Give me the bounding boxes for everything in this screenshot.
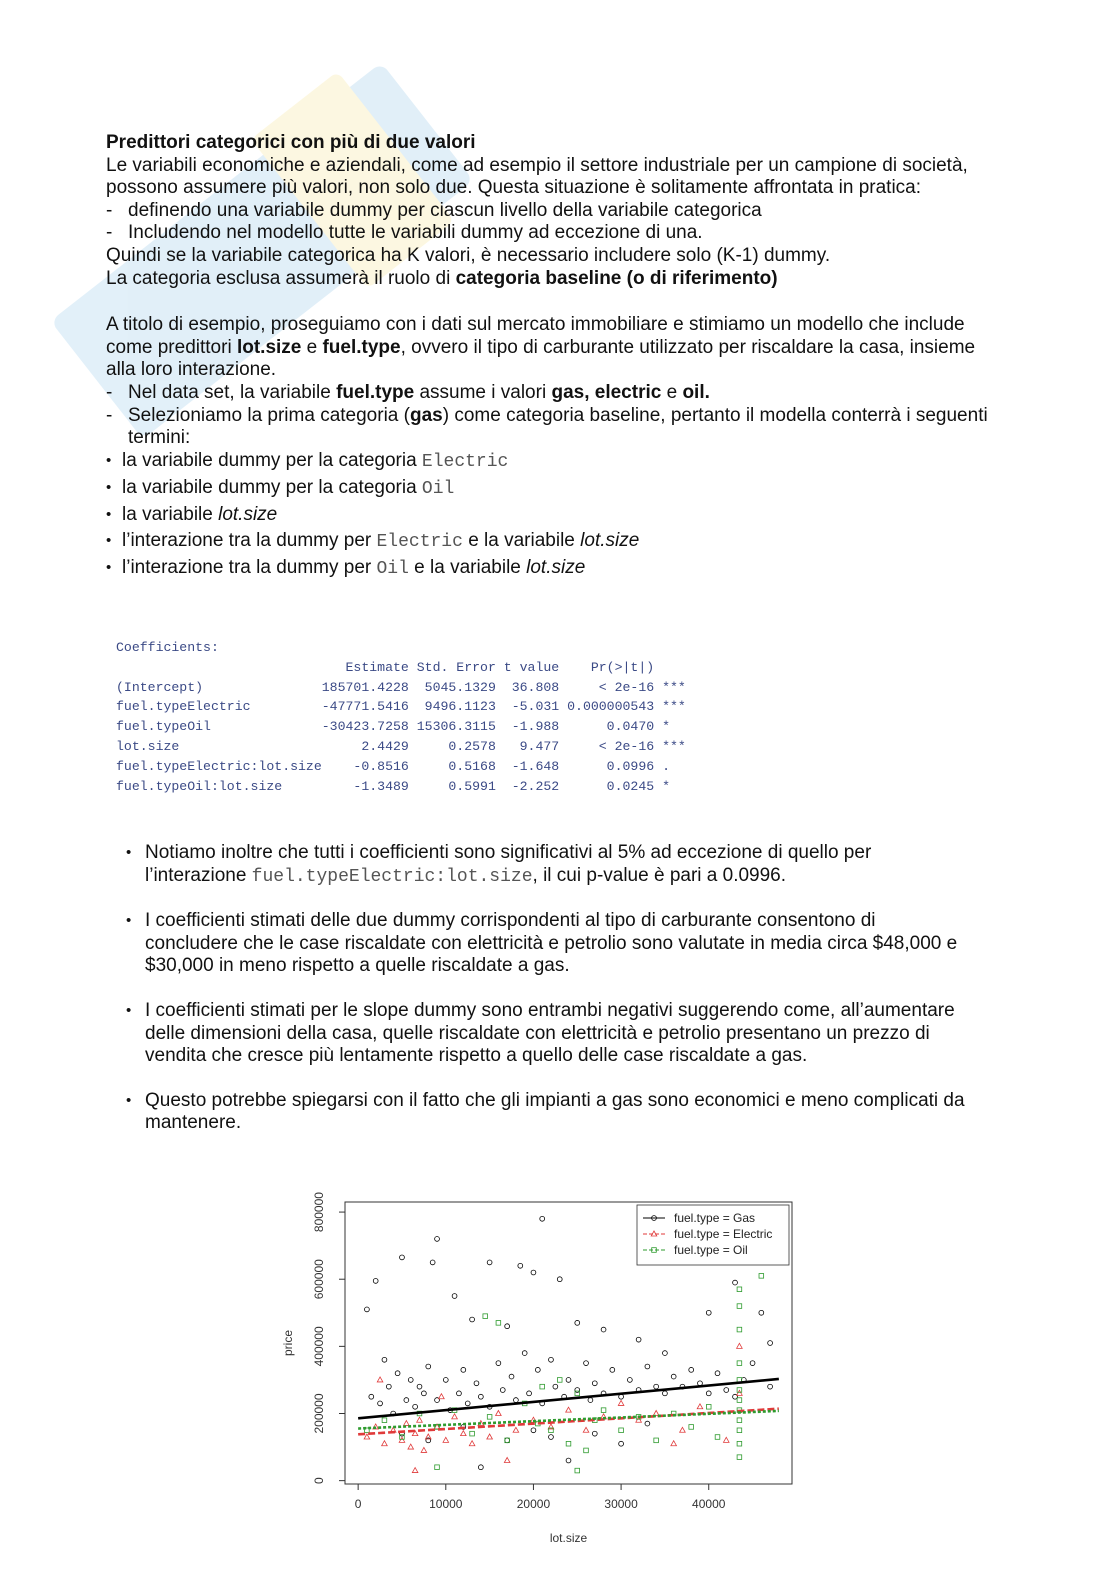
- x-tick-label: 40000: [692, 1497, 726, 1511]
- data-point: [522, 1351, 527, 1356]
- data-point: [435, 1465, 440, 1470]
- data-point: [417, 1384, 422, 1389]
- coef-significance: ***: [654, 699, 686, 715]
- baseline-line: La categoria esclusa assumerà il ruolo di categoria baseline (o di riferimento): [106, 267, 778, 289]
- data-point: [592, 1431, 597, 1436]
- data-point: [737, 1398, 742, 1403]
- data-point: [737, 1287, 742, 1292]
- data-point: [566, 1441, 571, 1446]
- coef-t-value: -1.648: [495, 758, 560, 774]
- coef-std-error: 0.2578: [408, 738, 496, 754]
- data-point: [413, 1404, 418, 1409]
- data-point: [671, 1374, 676, 1379]
- coef-std-error: 0.5991: [408, 778, 496, 794]
- coef-significance: *: [654, 778, 670, 794]
- coef-t-value: 36.808: [495, 679, 560, 695]
- data-point: [759, 1274, 764, 1279]
- data-point: [540, 1384, 545, 1389]
- data-point: [465, 1401, 470, 1406]
- data-point: [619, 1441, 624, 1446]
- data-point: [452, 1414, 458, 1419]
- data-point: [575, 1468, 580, 1473]
- coef-name: fuel.typeElectric: [116, 699, 322, 715]
- list-item: • la variabile dummy per la categoria Electric: [106, 450, 1006, 474]
- coef-name: fuel.typeOil:lot.size: [116, 778, 322, 794]
- table-row: [116, 777, 686, 797]
- coef-p-value: < 2e-16: [559, 679, 655, 695]
- data-point: [706, 1310, 711, 1315]
- data-point: [689, 1367, 694, 1372]
- coef-estimate: -30423.7258: [321, 719, 409, 735]
- data-point: [715, 1371, 720, 1376]
- data-point: [737, 1327, 742, 1332]
- data-point: [483, 1314, 488, 1319]
- coef-std-error: 15306.3115: [408, 719, 496, 735]
- data-point: [566, 1458, 571, 1463]
- data-point: [566, 1378, 571, 1383]
- data-point: [487, 1434, 493, 1439]
- header-std-error: Std. Error: [408, 659, 496, 675]
- y-tick-label: 800000: [312, 1192, 326, 1233]
- data-point: [654, 1384, 659, 1389]
- data-point: [461, 1431, 467, 1436]
- coef-p-value: 0.0245: [559, 778, 655, 794]
- data-point: [404, 1398, 409, 1403]
- coef-estimate: 185701.4228: [321, 679, 409, 695]
- data-point: [663, 1351, 668, 1356]
- list-item: • la variabile dummy per la categoria Oil: [106, 477, 1006, 501]
- data-point: [377, 1377, 383, 1382]
- header-p-value: Pr(>|t|): [559, 659, 655, 675]
- data-point: [469, 1441, 475, 1446]
- coef-name: fuel.typeElectric:lot.size: [116, 758, 322, 774]
- data-point: [584, 1361, 589, 1366]
- coef-header: [116, 658, 686, 678]
- coef-p-value: 0.0996: [559, 758, 655, 774]
- data-point: [474, 1381, 479, 1386]
- data-point: [588, 1398, 593, 1403]
- data-point: [496, 1361, 501, 1366]
- legend-label: fuel.type = Gas: [674, 1211, 756, 1225]
- data-point: [487, 1415, 492, 1420]
- data-point: [557, 1378, 562, 1383]
- data-point: [583, 1427, 589, 1432]
- data-point: [478, 1394, 483, 1399]
- data-point: [737, 1441, 742, 1446]
- data-point: [378, 1401, 383, 1406]
- data-point: [768, 1384, 773, 1389]
- data-point: [689, 1425, 694, 1430]
- data-point: [627, 1378, 632, 1383]
- list-item: • I coefficienti stimati delle due dummy corrispondenti al tipo di carburante consentono di concludere che le case riscaldate con elettricità e petrolio sono valutate in media circa $48,000 e $30,000 in meno rispetto a quelle riscaldate a gas.: [126, 910, 966, 978]
- data-point: [369, 1394, 374, 1399]
- y-tick-label: 200000: [312, 1393, 326, 1434]
- data-point: [636, 1337, 641, 1342]
- data-point: [553, 1384, 558, 1389]
- data-point: [417, 1417, 423, 1422]
- coefficients-table: [116, 638, 686, 796]
- data-point: [557, 1277, 562, 1282]
- data-point: [575, 1388, 580, 1393]
- data-point: [461, 1367, 466, 1372]
- data-point: [645, 1364, 650, 1369]
- data-point: [610, 1367, 615, 1372]
- data-point: [382, 1441, 388, 1446]
- approach-list: [106, 200, 1006, 245]
- data-point: [430, 1260, 435, 1265]
- coef-estimate: -0.8516: [321, 758, 409, 774]
- terms-list: [106, 450, 1006, 581]
- y-tick-label: 0: [312, 1477, 326, 1484]
- list-item: • la variabile lot.size: [106, 504, 1006, 527]
- notes-list: [126, 842, 966, 1157]
- data-point: [386, 1384, 391, 1389]
- coef-t-value: -5.031: [495, 699, 560, 715]
- list-item: • Notiamo inoltre che tutti i coefficienti sono significativi al 5% ad eccezione di quello per l’interazione fuel.typeElectric:lot.size, il cui p-value è pari a 0.0996.: [126, 842, 966, 888]
- k-values-line: Quindi se la variabile categorica ha K valori, è necessario includere solo (K-1) dummy.: [106, 244, 831, 266]
- data-point: [408, 1378, 413, 1383]
- scatter-chart: [270, 1175, 810, 1560]
- list-item: • Questo potrebbe spiegarsi con il fatto che gli impianti a gas sono economici e meno complicati da mantenere.: [126, 1090, 966, 1135]
- dataset-list: [106, 382, 1006, 450]
- coef-significance: ***: [654, 738, 686, 754]
- coef-p-value: 0.000000543: [559, 699, 655, 715]
- y-axis-label: price: [281, 1329, 295, 1357]
- data-point: [527, 1391, 532, 1396]
- data-point: [737, 1428, 742, 1433]
- x-tick-label: 30000: [604, 1497, 638, 1511]
- list-item: • I coefficienti stimati per le slope dummy sono entrambi negativi suggerendo come, all’aumentare delle dimensioni della casa, quelle riscaldate con elettricità e petrolio presentano un prezzo di vendita che cresce più lentamente rispetto a quello delle case riscaldate a gas.: [126, 1000, 966, 1068]
- data-point: [487, 1260, 492, 1265]
- data-point: [421, 1391, 426, 1396]
- data-point: [400, 1255, 405, 1260]
- data-point: [654, 1438, 659, 1443]
- data-point: [500, 1388, 505, 1393]
- data-point: [435, 1237, 440, 1242]
- coef-p-value: < 2e-16: [559, 738, 655, 754]
- data-point: [439, 1394, 445, 1399]
- data-point: [514, 1398, 519, 1403]
- data-point: [575, 1320, 580, 1325]
- data-point: [535, 1367, 540, 1372]
- list-item: - Nel data set, la variabile fuel.type assume i valori gas, electric e oil.: [106, 382, 1006, 405]
- data-point: [737, 1455, 742, 1460]
- table-row: [116, 678, 686, 698]
- intro-paragraph: Le variabili economiche e aziendali, come ad esempio il settore industriale per un campione di società, possono assumere più valori, non solo due. Questa situazione è solitamente affrontata in pratica:: [106, 154, 968, 199]
- section-heading: Predittori categorici con più di due valori: [106, 132, 476, 153]
- data-point: [443, 1378, 448, 1383]
- document-body: [106, 132, 1006, 584]
- data-point: [457, 1391, 462, 1396]
- data-point: [737, 1418, 742, 1423]
- list-item: • l’interazione tra la dummy per Electric e la variabile lot.size: [106, 530, 1006, 554]
- data-point: [697, 1404, 703, 1409]
- data-point: [373, 1278, 378, 1283]
- data-point: [768, 1341, 773, 1346]
- data-point: [504, 1458, 510, 1463]
- data-point: [584, 1448, 589, 1453]
- data-point: [540, 1216, 545, 1221]
- data-point: [724, 1388, 729, 1393]
- table-row: [116, 697, 686, 717]
- data-point: [671, 1441, 677, 1446]
- coef-estimate: 2.4429: [321, 738, 409, 754]
- coef-estimate: -47771.5416: [321, 699, 409, 715]
- example-paragraph: A titolo di esempio, proseguiamo con i dati sul mercato immobiliare e stimiamo un modello che include come predittori lot.size e fuel.type, ovvero il tipo di carburante utilizzato per riscaldare la casa, insieme alla loro interazione.: [106, 314, 976, 381]
- data-point: [549, 1357, 554, 1362]
- data-point: [382, 1418, 387, 1423]
- x-tick-label: 10000: [429, 1497, 463, 1511]
- data-point: [618, 1400, 624, 1405]
- data-point: [505, 1438, 510, 1443]
- data-point: [750, 1361, 755, 1366]
- list-item: - Includendo nel modello tutte le variabili dummy ad eccezione di una.: [106, 222, 1006, 245]
- data-point: [404, 1421, 410, 1426]
- data-point: [549, 1435, 554, 1440]
- coef-significance: *: [654, 719, 670, 735]
- coef-significance: .: [654, 758, 670, 774]
- x-tick-label: 20000: [516, 1497, 551, 1511]
- x-tick-label: 0: [354, 1497, 362, 1511]
- data-point: [715, 1435, 720, 1440]
- data-point: [518, 1263, 523, 1268]
- coef-std-error: 0.5168: [408, 758, 496, 774]
- data-point: [478, 1465, 483, 1470]
- coef-t-value: -2.252: [495, 778, 560, 794]
- data-point: [706, 1404, 711, 1409]
- data-point: [680, 1427, 686, 1432]
- data-point: [566, 1407, 572, 1412]
- data-point: [509, 1374, 514, 1379]
- coef-t-value: 9.477: [495, 738, 560, 754]
- data-point: [470, 1317, 475, 1322]
- table-row: [116, 717, 686, 737]
- coef-t-value: -1.988: [495, 719, 560, 735]
- data-point: [505, 1324, 510, 1329]
- header-t-value: t value: [495, 659, 560, 675]
- data-point: [663, 1391, 668, 1396]
- data-point: [421, 1447, 427, 1452]
- list-item: - Selezioniamo la prima categoria (gas) come categoria baseline, pertanto il modella conterrà i seguenti termini:: [106, 405, 1006, 450]
- x-axis-label: lot.size: [549, 1531, 588, 1545]
- data-point: [706, 1391, 711, 1396]
- data-point: [723, 1437, 729, 1442]
- data-point: [452, 1294, 457, 1299]
- coef-name: lot.size: [116, 738, 322, 754]
- list-item: • l’interazione tra la dummy per Oil e la variabile lot.size: [106, 557, 1006, 581]
- data-point: [382, 1357, 387, 1362]
- data-point: [443, 1437, 449, 1442]
- data-point: [737, 1304, 742, 1309]
- data-point: [365, 1307, 370, 1312]
- data-point: [395, 1371, 400, 1376]
- data-point: [513, 1427, 519, 1432]
- data-point: [759, 1310, 764, 1315]
- list-item: - definendo una variabile dummy per ciascun livello della variabile categorica: [106, 200, 1006, 223]
- y-tick-label: 400000: [312, 1326, 326, 1367]
- data-point: [408, 1444, 414, 1449]
- data-point: [737, 1343, 743, 1348]
- data-point: [592, 1381, 597, 1386]
- y-tick-label: 600000: [312, 1259, 326, 1300]
- data-point: [737, 1361, 742, 1366]
- coef-name: fuel.typeOil: [116, 719, 322, 735]
- legend-label: fuel.type = Electric: [674, 1227, 773, 1241]
- coef-std-error: 9496.1123: [408, 699, 496, 715]
- data-point: [496, 1321, 501, 1326]
- legend-label: fuel.type = Oil: [674, 1243, 748, 1257]
- data-point: [645, 1421, 650, 1426]
- data-point: [601, 1408, 606, 1413]
- data-point: [531, 1270, 536, 1275]
- header-estimate: Estimate: [321, 659, 409, 675]
- data-point: [619, 1428, 624, 1433]
- data-point: [531, 1428, 536, 1433]
- coef-title: Coefficients:: [116, 640, 219, 655]
- data-point: [470, 1431, 475, 1436]
- coef-significance: ***: [654, 679, 686, 695]
- coef-p-value: 0.0470: [559, 719, 655, 735]
- data-point: [412, 1468, 418, 1473]
- coef-std-error: 5045.1329: [408, 679, 496, 695]
- data-point: [426, 1364, 431, 1369]
- table-row: [116, 757, 686, 777]
- data-point: [601, 1327, 606, 1332]
- data-point: [733, 1280, 738, 1285]
- data-point: [496, 1411, 502, 1416]
- table-row: [116, 737, 686, 757]
- coef-estimate: -1.3489: [321, 778, 409, 794]
- coef-name: (Intercept): [116, 679, 322, 695]
